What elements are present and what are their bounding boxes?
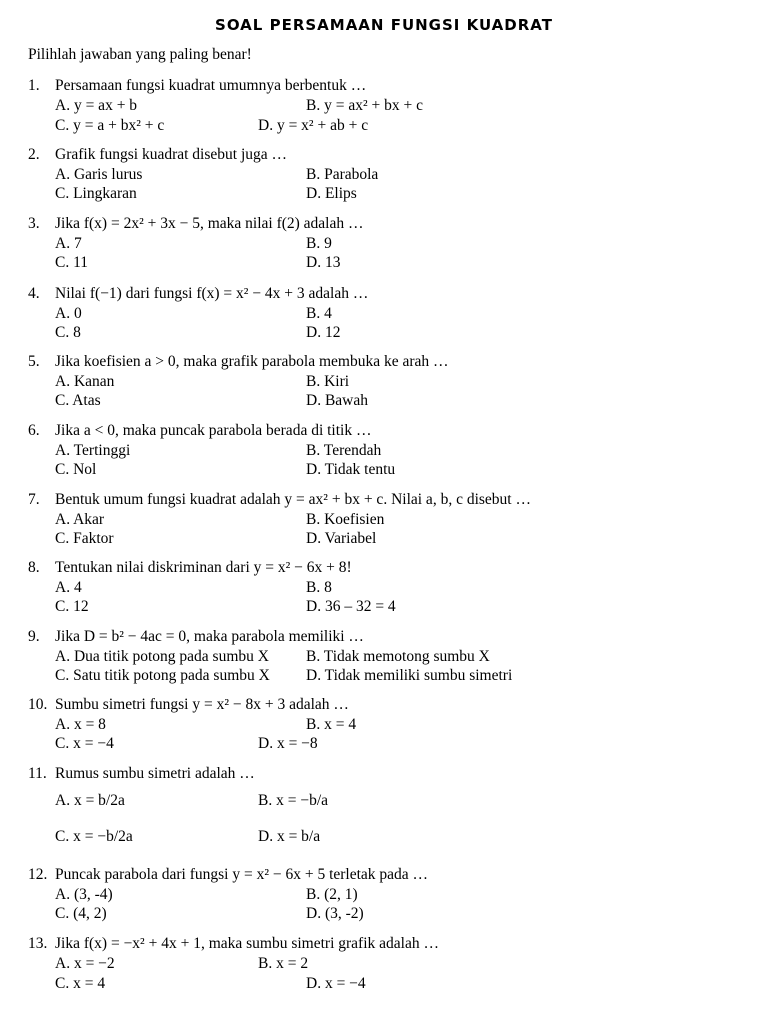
option-d[interactable]: D. Elips [306,185,357,202]
question-number: 12. [28,866,48,883]
option-c[interactable]: C. Lingkaran [55,185,137,202]
option-d[interactable]: D. x = −4 [306,975,366,992]
question-text: Bentuk umum fungsi kuadrat adalah y = ax² + bx + c. Nilai a, b, c disebut … [55,491,531,508]
option-c[interactable]: C. Faktor [55,530,114,547]
option-c[interactable]: C. Nol [55,461,97,478]
option-a[interactable]: A. x = 8 [55,716,106,733]
option-c[interactable]: C. 8 [55,324,81,341]
question-number: 6. [28,422,40,439]
question-text: Persamaan fungsi kuadrat umumnya berbentuk … [55,77,367,94]
question-text: Puncak parabola dari fungsi y = x² − 6x + 5 terletak pada … [55,866,429,883]
question-10 [28,695,758,755]
question-2 [28,145,758,205]
option-d[interactable]: D. Tidak memiliki sumbu simetri [306,667,513,684]
question-text: Tentukan nilai diskriminan dari y = x² − 6x + 8! [55,559,352,576]
option-a[interactable]: A. Akar [55,511,105,528]
question-number: 13. [28,935,48,952]
option-c[interactable]: C. Satu titik potong pada sumbu X [55,667,270,684]
option-a[interactable]: A. Kanan [55,373,115,390]
option-a[interactable]: A. 4 [55,579,82,596]
option-a[interactable]: A. Tertinggi [55,442,131,459]
option-b[interactable]: B. (2, 1) [306,886,358,903]
option-d[interactable]: D. Variabel [306,530,377,547]
question-number: 2. [28,146,40,163]
option-b[interactable]: B. Koefisien [306,511,385,528]
option-d[interactable]: D. x = −8 [258,735,318,752]
option-a[interactable]: A. Garis lurus [55,166,143,183]
question-number: 3. [28,215,40,232]
option-d[interactable]: D. y = x² + ab + c [258,117,369,134]
option-c[interactable]: C. x = −4 [55,735,114,752]
question-text: Jika f(x) = 2x² + 3x − 5, maka nilai f(2) adalah … [55,215,364,232]
question-4 [28,284,758,344]
option-d[interactable]: D. Bawah [306,392,368,409]
question-3 [28,214,758,274]
question-13 [28,934,758,994]
page-title: SOAL PERSAMAAN FUNGSI KUADRAT [215,16,553,34]
question-text: Jika a < 0, maka puncak parabola berada di titik … [55,422,372,439]
option-d[interactable]: D. 13 [306,254,341,271]
option-b[interactable]: B. x = 2 [258,955,309,972]
option-a[interactable]: A. x = −2 [55,955,115,972]
option-c[interactable]: C. x = 4 [55,975,106,992]
question-text: Jika D = b² − 4ac = 0, maka parabola memiliki … [55,628,364,645]
option-a[interactable]: A. y = ax + b [55,97,138,114]
option-b[interactable]: B. y = ax² + bx + c [306,97,423,114]
option-b[interactable]: B. Terendah [306,442,382,459]
question-text: Nilai f(−1) dari fungsi f(x) = x² − 4x + 3 adalah … [55,285,369,302]
option-d[interactable]: D. 36 – 32 = 4 [306,598,396,615]
question-number: 4. [28,285,40,302]
option-c[interactable]: C. Atas [55,392,101,409]
question-number: 10. [28,696,48,713]
instruction-text: Pilihlah jawaban yang paling benar! [28,46,252,63]
question-number: 11. [28,765,47,782]
option-c[interactable]: C. x = −b/2a [55,828,133,845]
question-number: 7. [28,491,40,508]
option-b[interactable]: B. x = 4 [306,716,357,733]
option-a[interactable]: A. (3, -4) [55,886,113,903]
option-b[interactable]: B. 9 [306,235,332,252]
option-a[interactable]: A. 0 [55,305,82,322]
question-number: 1. [28,77,40,94]
option-a[interactable]: A. x = b/2a [55,792,125,809]
question-text: Jika koefisien a > 0, maka grafik parabola membuka ke arah … [55,353,449,370]
question-text: Sumbu simetri fungsi y = x² − 8x + 3 adalah … [55,696,349,713]
question-number: 8. [28,559,40,576]
question-text: Jika f(x) = −x² + 4x + 1, maka sumbu simetri grafik adalah … [55,935,439,952]
question-number: 5. [28,353,40,370]
option-c[interactable]: C. 11 [55,254,89,271]
question-8 [28,558,758,618]
question-6 [28,421,758,481]
option-a[interactable]: A. Dua titik potong pada sumbu X [55,648,269,665]
option-b[interactable]: B. x = −b/a [258,792,329,809]
option-b[interactable]: B. 4 [306,305,332,322]
option-d[interactable]: D. 12 [306,324,341,341]
option-d[interactable]: D. x = b/a [258,828,321,845]
option-c[interactable]: C. y = a + bx² + c [55,117,165,134]
question-9 [28,627,758,687]
option-b[interactable]: B. Parabola [306,166,379,183]
option-c[interactable]: C. 12 [55,598,89,615]
question-12 [28,865,758,925]
option-b[interactable]: B. 8 [306,579,332,596]
question-11 [28,764,758,856]
question-text: Grafik fungsi kuadrat disebut juga … [55,146,288,163]
question-1 [28,76,758,136]
question-text: Rumus sumbu simetri adalah … [55,765,255,782]
option-d[interactable]: D. Tidak tentu [306,461,396,478]
option-d[interactable]: D. (3, -2) [306,905,364,922]
option-a[interactable]: A. 7 [55,235,82,252]
option-c[interactable]: C. (4, 2) [55,905,107,922]
question-number: 9. [28,628,40,645]
question-5 [28,352,758,412]
option-b[interactable]: B. Kiri [306,373,350,390]
question-7 [28,490,758,550]
option-b[interactable]: B. Tidak memotong sumbu X [306,648,490,665]
